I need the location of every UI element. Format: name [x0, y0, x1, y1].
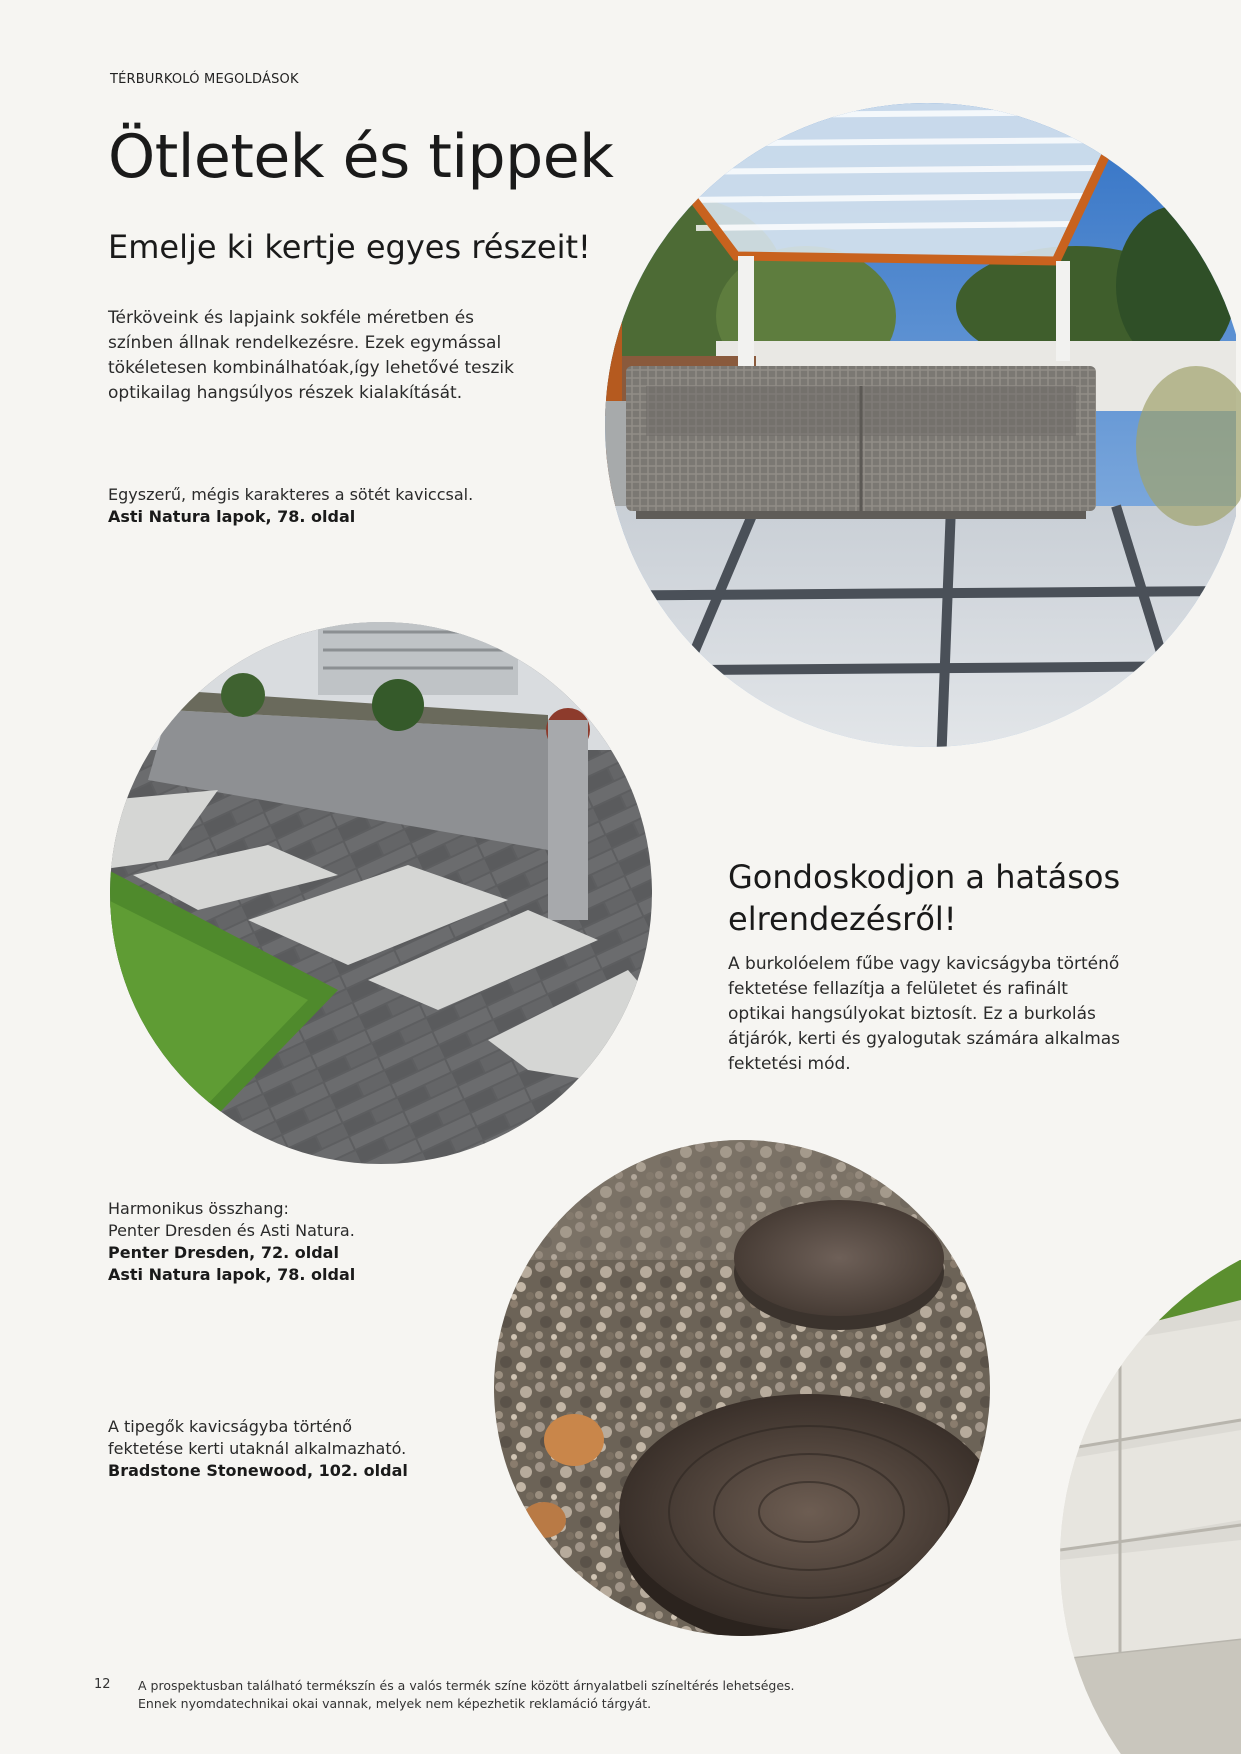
- section2-body: A burkolóelem fűbe vagy kavicságyba történő fektetése fellazítja a felületet és rafinált optikai hangsúlyokat biztosít. Ez a burkolás átjárók, kerti és gyalogutak számára alkalmas fektetési mód.: [728, 954, 1121, 1074]
- caption-reference: Bradstone Stonewood, 102. oldal: [108, 1461, 408, 1480]
- section2-title: Gondoskodjon a hatásos elrendezésről!: [728, 858, 1121, 938]
- photo-stepping-stones: [494, 1140, 994, 1640]
- footer-disclaimer: [138, 1677, 838, 1713]
- footer-line: A prospektusban található termékszín és a valós termék színe között árnyalatbeli színeltérés lehetséges.: [138, 1678, 795, 1693]
- caption-reference: Penter Dresden, 72. oldal: [108, 1243, 339, 1262]
- caption-reference: Asti Natura lapok, 78. oldal: [108, 1265, 356, 1284]
- footer-line: Ennek nyomdatechnikai okai vannak, melyek nem képezhetik reklamáció tárgyát.: [138, 1696, 652, 1711]
- page-subtitle: Emelje ki kertje egyes részeit!: [108, 228, 591, 266]
- section-eyebrow: TÉRBURKOLÓ MEGOLDÁSOK: [110, 72, 299, 87]
- page-number: 12: [94, 1677, 111, 1692]
- caption-text: Egyszerű, mégis karakteres a sötét kaviccsal.: [108, 485, 474, 504]
- caption-text: Harmonikus összhang:: [108, 1199, 289, 1218]
- photo-garden-steps: [1060, 1260, 1241, 1754]
- caption-reference: Asti Natura lapok, 78. oldal: [108, 507, 356, 526]
- photo-paving-lawn: [108, 620, 654, 1166]
- photo-pergola-terrace: [556, 86, 1236, 766]
- caption-stepping-stones: [108, 1416, 528, 1482]
- caption-text: A tipegők kavicságyba történő: [108, 1417, 353, 1436]
- caption-text: Penter Dresden és Asti Natura.: [108, 1221, 355, 1240]
- caption-text: fektetése kerti utaknál alkalmazható.: [108, 1439, 407, 1458]
- intro-paragraph: Térköveink és lapjaink sokféle méretben és színben állnak rendelkezésre. Ezek egymással tökéletesen kombinálhatóak,így lehetővé teszik optikailag hangsúlyos részek kialakítását.: [108, 308, 514, 403]
- caption-paving: [108, 1198, 528, 1286]
- caption-pergola: [108, 484, 528, 528]
- page-title: Ötletek és tippek: [108, 122, 614, 192]
